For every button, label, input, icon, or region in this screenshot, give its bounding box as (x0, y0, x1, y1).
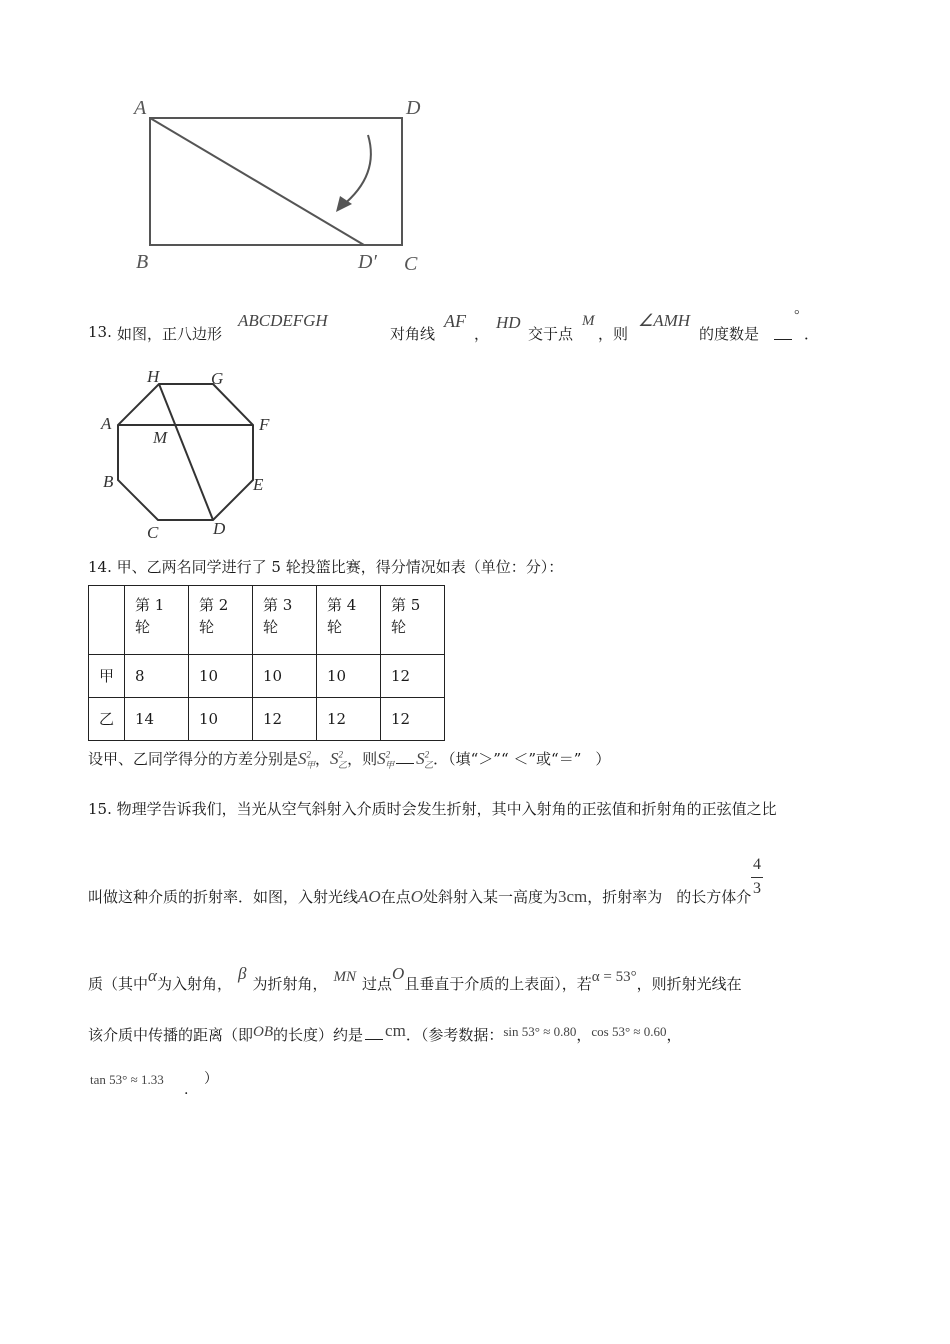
table-row (89, 655, 445, 698)
q15-answer-blank[interactable] (365, 1025, 383, 1040)
label-b: B (136, 251, 149, 273)
q15-line2 (88, 886, 751, 907)
q15-line4 (88, 1021, 682, 1045)
q13-hd: HD (496, 313, 521, 332)
q14-then: ，则 (347, 750, 378, 768)
row-name-jia: 甲 (89, 655, 125, 698)
q13-text2: 对角线 (390, 325, 436, 343)
table-cell: 8 (125, 655, 189, 698)
diagonal-ad-prime (150, 118, 364, 245)
beta-symbol: β (237, 964, 247, 983)
table-row (89, 698, 445, 741)
q15-number: 15. (88, 800, 112, 818)
sin-ref: sin 53° ≈ 0.80 (503, 1024, 577, 1039)
fraction-denominator: 3 (753, 880, 761, 897)
table-cell: 10 (253, 655, 317, 698)
table-cell: 12 (253, 698, 317, 741)
q15-line1-text: 物理学告诉我们，当光从空气斜射入介质时会发生折射，其中入射角的正弦值和折射角的正弦值之比 (116, 800, 777, 818)
q15-line1 (88, 798, 777, 819)
alpha-symbol: α (148, 966, 157, 985)
q14-after2: ．（填“＞”“ ＜”或“＝” (433, 750, 582, 768)
cos-ref: cos 53° ≈ 0.60 (591, 1024, 667, 1039)
q15-line4c: ．（参考数据： (405, 1026, 504, 1044)
diagonal-hd (159, 384, 213, 520)
q15-close: ） (204, 1071, 218, 1087)
oct-label-d: D (213, 519, 226, 538)
line-mn: MN (333, 969, 356, 985)
q15-line3e: 且垂直于介质的上表面），若 (404, 975, 592, 993)
oct-label-f: F (259, 415, 270, 434)
table-cell: 10 (189, 655, 253, 698)
q15-line4a: 该介质中传播的距离（即 (88, 1026, 254, 1044)
score-table (88, 585, 445, 741)
oct-label-m: M (153, 428, 168, 447)
q15-line3 (88, 964, 742, 994)
point-o: O (410, 887, 423, 906)
point-o-2: O (391, 964, 405, 983)
q13-text4: ，则 (598, 325, 629, 343)
oct-label-b: B (103, 472, 114, 491)
round-label: 第 2 轮 (199, 596, 229, 636)
row-name-yi: 乙 (89, 698, 125, 741)
table-cell: 10 (317, 655, 381, 698)
table-cell: 12 (381, 655, 445, 698)
table-header-cell (381, 586, 445, 655)
q14-comma: ， (315, 750, 331, 768)
q14-text: 甲、乙两名同学进行了 5 轮投篮比赛，得分情况如表（单位：分）： (116, 558, 564, 576)
round-label: 第 1 轮 (135, 596, 165, 636)
q15-line4d: ， (576, 1026, 592, 1044)
q14-variance-line (88, 748, 610, 771)
ray-ao: AO (358, 887, 381, 906)
rectangle-figure (110, 80, 460, 290)
q13-number: 13. (88, 323, 112, 341)
q15-line4e: ， (666, 1026, 682, 1044)
table-header-cell (125, 586, 189, 655)
oct-label-c: C (147, 523, 159, 542)
q14-answer-blank[interactable] (396, 749, 414, 764)
table-header-cell (89, 586, 125, 655)
height-value: 3cm (558, 887, 588, 906)
q14-line (88, 556, 563, 577)
table-header-row (89, 586, 445, 655)
label-d-prime: D′ (358, 251, 377, 273)
q13-text5: 的度数是 (699, 325, 760, 343)
s-jia: $S^2_甲$ (298, 749, 316, 771)
q15-line3f: ，则折射光线在 (636, 975, 742, 993)
tan-ref: tan 53° ≈ 1.33 (90, 1072, 164, 1087)
q13-angle: ∠AMH (638, 311, 691, 330)
oct-label-a: A (101, 414, 112, 433)
round-label: 第 5 轮 (391, 596, 421, 636)
q13-end: ． (804, 325, 820, 343)
q13-text3: 交于点 (528, 325, 574, 343)
q15-line2e: 的长方体介 (676, 888, 752, 906)
q15-line3b: 为入射角， (156, 975, 232, 993)
q15-line3d: 过点 (361, 975, 392, 993)
refractive-index-fraction (751, 856, 763, 898)
q13-degree: ° (794, 308, 800, 323)
unit-cm: cm (385, 1021, 406, 1040)
table-cell: 12 (381, 698, 445, 741)
table-cell: 12 (317, 698, 381, 741)
fraction-numerator: 4 (753, 856, 761, 873)
q15-line2b: 在点 (380, 888, 411, 906)
q13-comma: ， (474, 325, 490, 343)
q14-after1: 设甲、乙同学得分的方差分别是 (88, 750, 299, 768)
q13-af: AF (444, 311, 466, 331)
label-d: D (406, 97, 421, 119)
q13-text1: 如图，正八边形 (117, 325, 223, 343)
segment-ob: OB (253, 1024, 274, 1040)
table-header-cell (317, 586, 381, 655)
q15-line3a: 质（其中 (88, 975, 149, 993)
alpha-equation: α = 53° (591, 969, 637, 985)
q15-dot: . (184, 1082, 189, 1098)
s-jia-2: $S^2_甲$ (377, 749, 395, 771)
label-a: A (134, 97, 147, 119)
q15-line4b: 的长度）约是 (273, 1026, 364, 1044)
rotation-arrow (342, 135, 371, 206)
octagon-figure (95, 362, 285, 547)
q14-number: 14. (88, 558, 112, 576)
oct-label-e: E (253, 475, 264, 494)
oct-label-g: G (211, 369, 224, 388)
q15-line2d: ，折射率为 (587, 888, 663, 906)
table-cell: 10 (189, 698, 253, 741)
q13-answer-blank[interactable] (774, 323, 792, 340)
s-yi: $S^2_乙$ (330, 749, 348, 771)
q15-line2c: 处斜射入某一高度为 (422, 888, 558, 906)
q14-close: ） (595, 750, 611, 768)
table-header-cell (253, 586, 317, 655)
oct-label-h: H (147, 367, 160, 386)
q13-polygon: ABCDEFGH (238, 311, 328, 330)
s-yi-2: $S^2_乙$ (416, 749, 434, 771)
label-c: C (404, 253, 418, 275)
table-header-cell (189, 586, 253, 655)
q13-point-m: M (582, 313, 595, 329)
table-cell: 14 (125, 698, 189, 741)
q15-line2a: 叫做这种介质的折射率．如图，入射光线 (88, 888, 359, 906)
round-label: 第 3 轮 (263, 596, 293, 636)
round-label: 第 4 轮 (327, 596, 357, 636)
q15-line3c: 为折射角， (252, 975, 328, 993)
